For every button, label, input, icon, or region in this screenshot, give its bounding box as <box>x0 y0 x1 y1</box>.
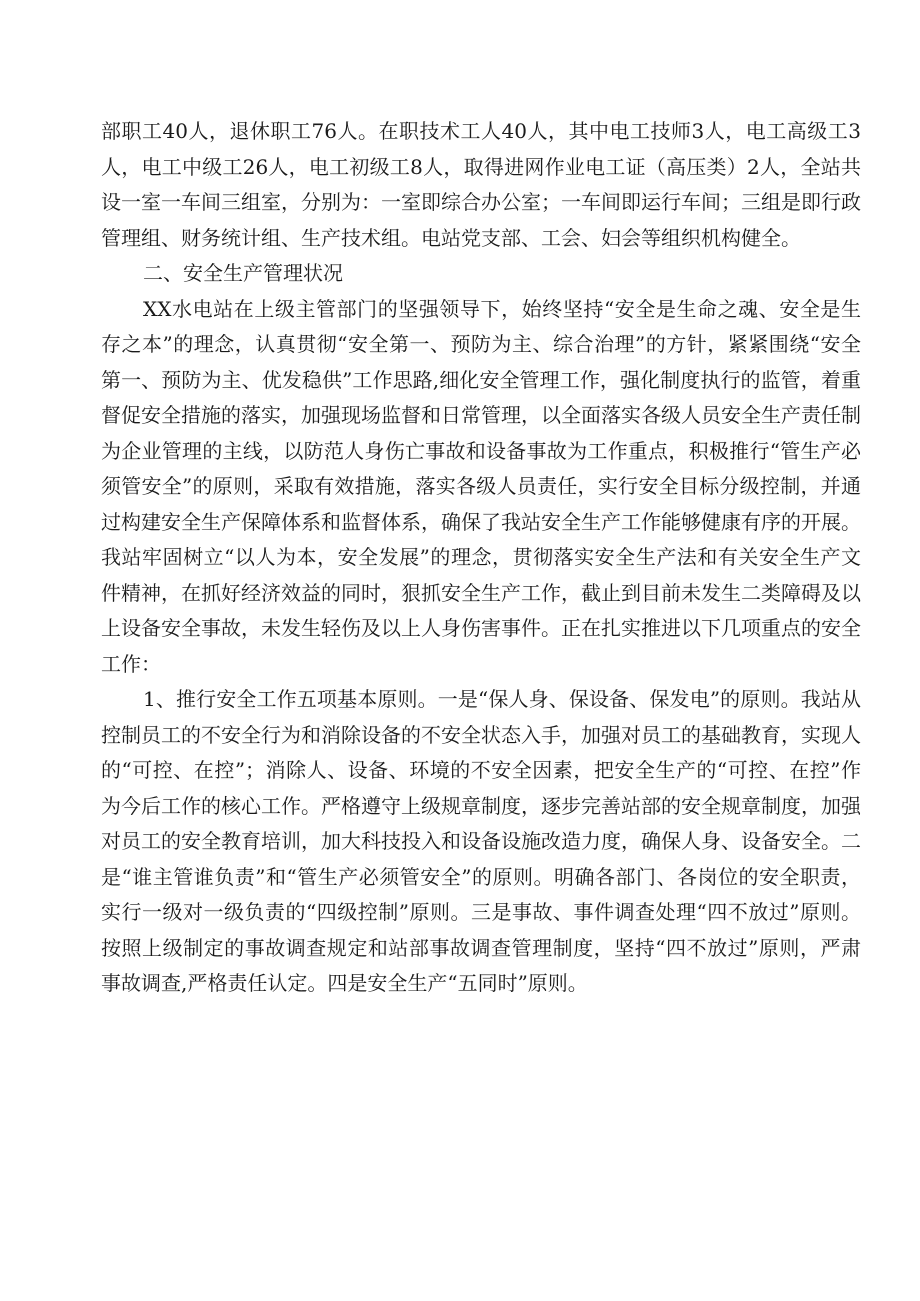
section-heading-safety-management: 二、安全生产管理状况 <box>143 261 343 285</box>
paragraph-five-principles: 1、推行安全工作五项基本原则。一是“保人身、保设备、保发电”的原则。我站从控制员工的不安全行为和消除设备的不安全状态入手，加强对员工的基础教育，实现人的“可控、在控”；消除人、设备、环境的不安全因素，把安全生产的“可控、在控”作为今后工作的核心工作。严格遵守上级规章制度，逐步完善站部的安全规章制度，加强对员工的安全教育培训，加大科技投入和设备设施改造力度，确保人身、设备安全。二是“谁主管谁负责”和“管生产必须管安全”的原则。明确各部门、各岗位的安全职责，实行一级对一级负责的“四级控制”原则。三是事故、事件调查处理“四不放过”原则。按照上级制定的事故调查规定和站部事故调查管理制度，坚持“四不放过”原则，严肃事故调查,严格责任认定。四是安全生产“五同时”原则。 <box>101 687 861 995</box>
document-page <box>101 114 861 1002</box>
paragraph-safety-status: XX水电站在上级主管部门的坚强领导下，始终坚持“安全是生命之魂、安全是生存之本”的理念，认真贯彻“安全第一、预防为主、综合治理”的方针，紧紧围绕“安全第一、预防为主、优发稳供”工作思路,细化安全管理工作，强化制度执行的监管，着重督促安全措施的落实，加强现场监督和日常管理，以全面落实各级人员安全生产责任制为企业管理的主线，以防范人身伤亡事故和设备事故为工作重点，积极推行“管生产必须管安全”的原则，采取有效措施，落实各级人员责任，实行安全目标分级控制，并通过构建安全生产保障体系和监督体系，确保了我站安全生产工作能够健康有序的开展。我站牢固树立“以人为本，安全发展”的理念，贯彻落实安全生产法和有关安全生产文件精神，在抓好经济效益的同时，狠抓安全生产工作，截止到目前未发生二类障碍及以上设备安全事故，未发生轻伤及以上人身伤害事件。正在扎实推进以下几项重点的安全工作： <box>101 296 861 676</box>
paragraph-staff-overview: 部职工40人，退休职工76人。在职技术工人40人，其中电工技师3人，电工高级工3人，电工中级工26人，电工初级工8人，取得进网作业电工证（高压类）2人，全站共设一室一车间三组室，分别为：一室即综合办公室；一车间即运行车间；三组是即行政管理组、财务统计组、生产技术组。电站党支部、工会、妇会等组织机构健全。 <box>101 119 861 250</box>
